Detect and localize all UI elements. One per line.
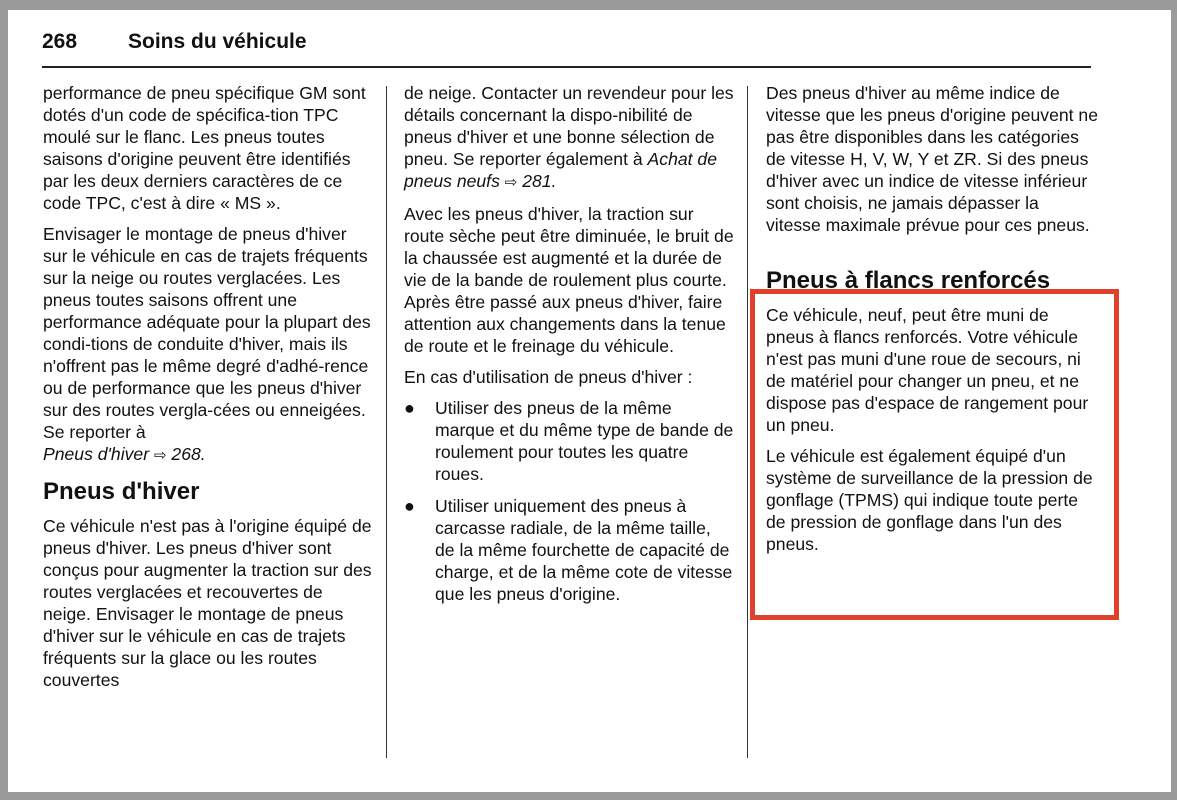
bullet-list <box>404 397 734 605</box>
column-divider <box>386 86 387 758</box>
column-2 <box>404 82 734 615</box>
highlight-annotation-box <box>750 289 1119 620</box>
list-item-text: Utiliser uniquement des pneus à carcasse radiale, de la même taille, de la même fourchette de capacité de charge, et de la même cote de vitesse que les pneus d'origine. <box>435 496 733 604</box>
column-1 <box>43 82 373 700</box>
paragraph: Ce véhicule n'est pas à l'origine équipé de pneus d'hiver. Les pneus d'hiver sont conçus pour augmenter la traction sur des routes verglacées et recouvertes de neige. Envisager le montage de pneus d'hiver sur le véhicule en cas de trajets fréquents sur la glace ou les routes couvertes <box>43 516 372 690</box>
paragraph <box>404 82 734 194</box>
cross-reference-page: 268 <box>171 444 201 464</box>
bullet-dot-icon: ● <box>404 398 415 418</box>
manual-page <box>8 10 1171 792</box>
paragraph-text: Envisager le montage de pneus d'hiver sur le véhicule en cas de trajets fréquents sur la neige ou routes verglacées. Les pneus toutes saisons offrent une performance adéquate pour la plupart des condi-tions de conduite d'hiver, mais ils n'offrent pas le même degré d'adhé-rence ou de performance que les pneus d'hiver sur des routes vergla-cées ou enneigées. Se reporter à <box>43 224 371 442</box>
section-title: Soins du véhicule <box>128 30 307 53</box>
cross-reference[interactable]: Pneus d'hiver ⇨ 268. <box>43 444 206 464</box>
paragraph <box>43 223 373 467</box>
paragraph: En cas d'utilisation de pneus d'hiver : <box>404 367 693 387</box>
arrow-right-outline-icon: ⇨ <box>504 174 518 191</box>
column-divider <box>747 86 748 758</box>
section-heading: Pneus à flancs renforcés <box>766 267 1051 294</box>
bullet-dot-icon: ● <box>404 496 415 516</box>
cross-reference-page: 281 <box>522 171 552 191</box>
paragraph: Le véhicule est également équipé d'un système de surveillance de la pression de gonflage (TPMS) qui indique toute perte de pression de gonflage dans l'un des pneus. <box>766 446 1093 554</box>
paragraph: Des pneus d'hiver au même indice de vitesse que les pneus d'origine peuvent ne pas être disponibles dans les catégories de vitesse H, V, W, Y et ZR. Si des pneus d'hiver avec un indice de vitesse inférieur sont choisis, ne jamais dépasser la vitesse maximale prévue pour ces pneus. <box>766 83 1099 235</box>
cross-reference-label: Pneus d'hiver <box>43 444 150 464</box>
paragraph: Ce véhicule, neuf, peut être muni de pneus à flancs renforcés. Votre véhicule n'est pas muni d'une roue de secours, ni de matériel pour changer un pneu, et ne dispose pas d'espace de rangement pour un pneu. <box>766 305 1089 435</box>
paragraph: performance de pneu spécifique GM sont dotés d'un code de spécifica-tion TPC moulé sur le flanc. Les pneus toutes saisons d'origine peuvent être identifiés par les deux derniers caractères de ce code TPC, c'est à dire « MS ». <box>43 83 366 213</box>
cross-reference-label: Achat de pneus neufs <box>404 149 717 191</box>
paragraph-text: de neige. Contacter un revendeur pour les détails concernant la dispo-nibilité de pneus d'hiver et une bonne sélection de pneu. Se reporter également à <box>404 83 734 169</box>
list-item <box>404 495 734 605</box>
arrow-right-outline-icon: ⇨ <box>153 447 167 464</box>
paragraph: Avec les pneus d'hiver, la traction sur route sèche peut être diminuée, le bruit de la chaussée est augmenté et la durée de vie de la bande de roulement plus courte. Après être passé aux pneus d'hiver, faire attention aux changements dans la tenue de route et le freinage du véhicule. <box>404 204 734 356</box>
page-header <box>42 30 307 60</box>
page-number: 268 <box>42 30 78 53</box>
cross-reference[interactable]: Achat de pneus neufs ⇨ 281. <box>404 149 717 191</box>
list-item-text: Utiliser des pneus de la même marque et du même type de bande de roulement pour toutes les quatre roues. <box>435 398 734 484</box>
list-item <box>404 397 734 485</box>
header-divider <box>42 66 1091 68</box>
section-heading: Pneus d'hiver <box>43 478 200 505</box>
